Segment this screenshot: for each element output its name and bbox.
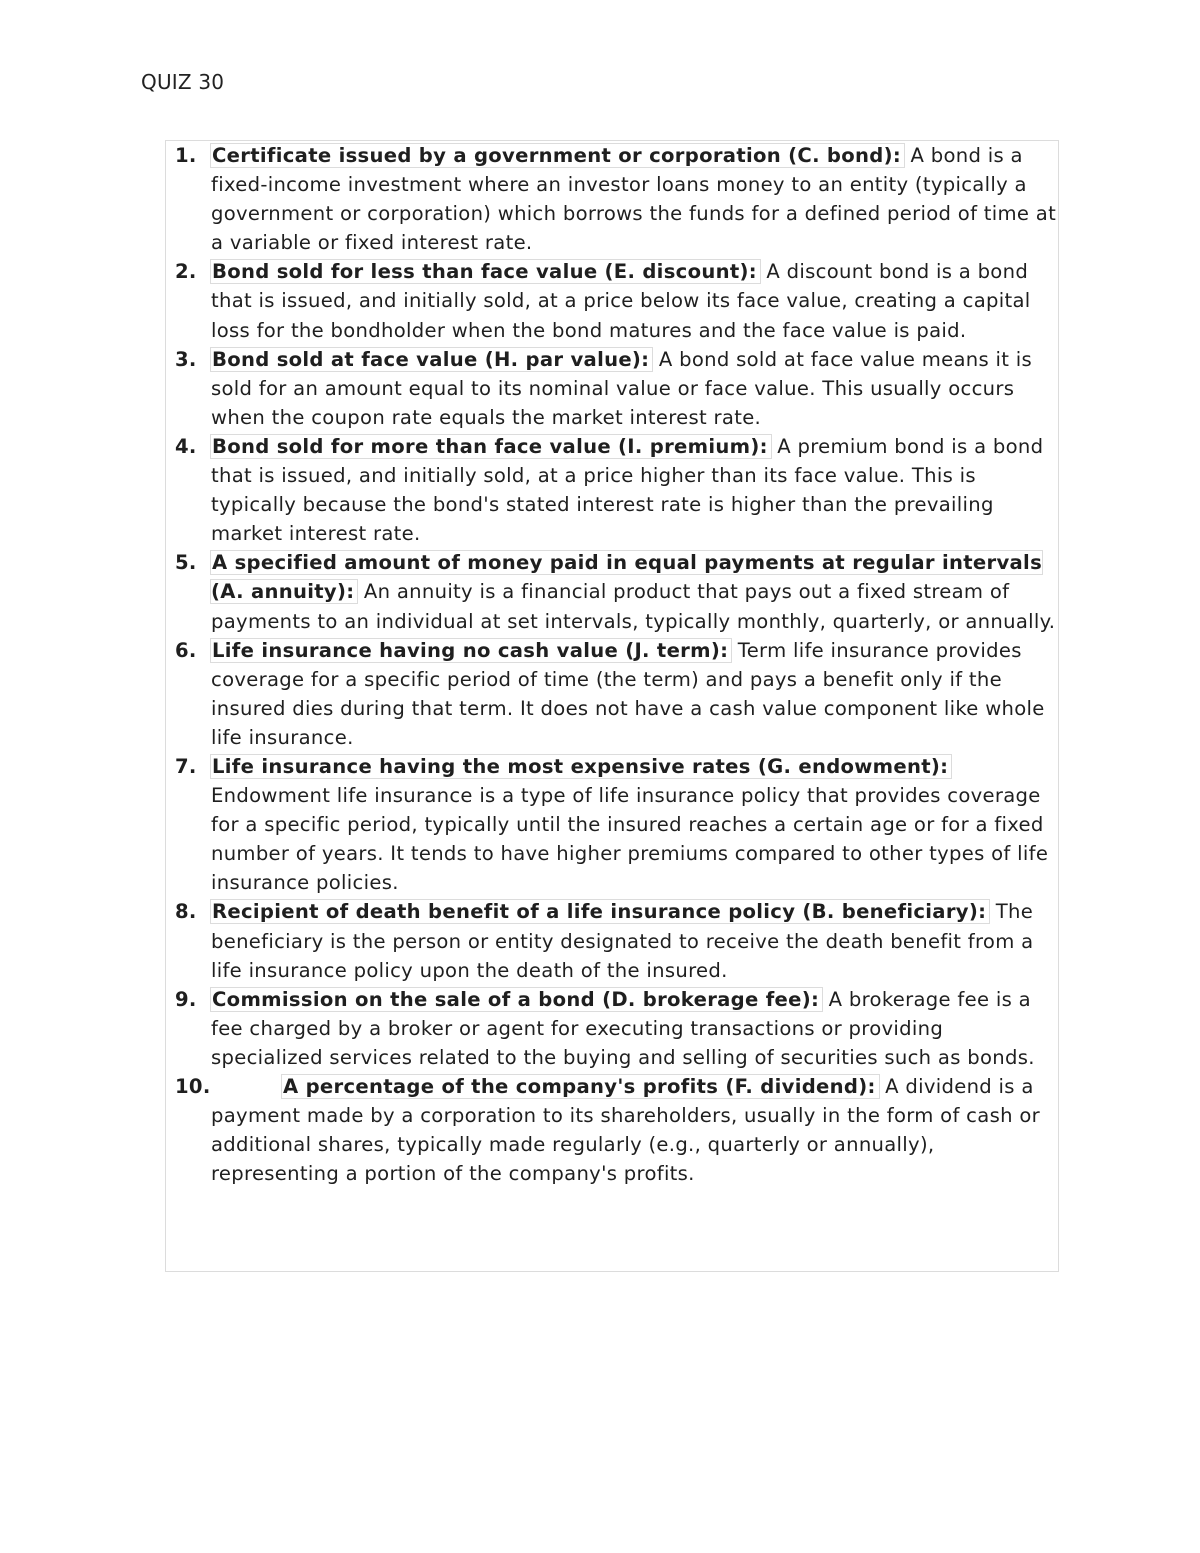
item-number: 7. [175,754,197,778]
item-term: Commission on the sale of a bond (D. brokerage fee): [211,988,822,1011]
item-number: 2. [175,260,197,284]
item-definition: A dividend is a payment made by a corporation to its shareholders, usually in the form of cash or additional shares, typically made regularly (e.g., quarterly or annually), representing a portion of the company's profits. [211,1075,1040,1186]
item-number: 5. [175,551,197,575]
quiz-item-1 [175,141,1059,257]
quiz-item-10 [175,1072,1059,1188]
item-term: A specified amount of money paid in equal payments at regular intervals (A. annuity): [211,551,1043,604]
quiz-item-8 [175,897,1059,984]
item-definition: Endowment life insurance is a type of life insurance policy that provides coverage for a specific period, typically until the insured reaches a certain age or for a fixed number of years. It tends to have higher premiums compared to other types of life insurance policies. [211,784,1049,895]
item-number: 4. [175,434,197,458]
item-definition: A bond sold at face value means it is sold for an amount equal to its nominal value or face value. This usually occurs when the coupon rate equals the market interest rate. [211,347,1033,429]
quiz-item-7 [175,752,1059,897]
document-title: QUIZ 30 [141,70,225,94]
item-term: Certificate issued by a government or corporation (C. bond): [211,144,904,167]
item-term: Recipient of death benefit of a life insurance policy (B. beneficiary): [211,900,989,923]
quiz-answer-list [175,141,1059,1188]
item-definition: A premium bond is a bond that is issued, and initially sold, at a price higher than its face value. This is typically because the bond's stated interest rate is higher than the prevailing market interest rate. [211,434,1044,546]
item-number: 9. [175,987,197,1011]
item-definition: The beneficiary is the person or entity designated to receive the death benefit from a life insurance policy upon the death of the insured. [211,900,1034,982]
item-number: 6. [175,638,197,662]
item-number: 10. [175,1075,211,1098]
item-definition: A bond is a fixed-income investment where an investor loans money to an entity (typically a government or corporation) which borrows the funds for a defined period of time at a variable or fixed interest rate. [211,144,1057,255]
item-number: 8. [175,900,197,924]
item-definition: Term life insurance provides coverage for a specific period of time (the term) and pays a benefit only if the insured dies during that term. It does not have a cash value component like whole life insurance. [211,638,1045,749]
quiz-item-6 [175,636,1059,752]
item-term: Bond sold for more than face value (I. premium): [211,435,771,458]
quiz-item-2 [175,257,1059,344]
item-definition: A discount bond is a bond that is issued, and initially sold, at a price below its face value, creating a capital loss for the bondholder when the bond matures and the face value is paid. [211,260,1031,342]
quiz-item-5 [175,548,1059,635]
item-term: A percentage of the company's profits (F. dividend): [282,1075,879,1098]
quiz-item-3 [175,345,1059,432]
item-number: 1. [175,144,197,167]
item-term: Bond sold at face value (H. par value): [211,348,652,371]
item-term: Life insurance having the most expensive rates (G. endowment): [211,755,951,778]
item-definition: An annuity is a financial product that pays out a fixed stream of payments to an individual at set intervals, typically monthly, quarterly, or annually. [211,580,1056,633]
quiz-item-4 [175,432,1059,548]
quiz-item-9 [175,985,1059,1072]
item-number: 3. [175,347,197,371]
item-definition: A brokerage fee is a fee charged by a broker or agent for executing transactions or providing specialized services related to the buying and selling of securities such as bonds. [211,987,1035,1069]
item-term: Bond sold for less than face value (E. discount): [211,260,760,283]
item-term: Life insurance having no cash value (J. term): [211,639,731,662]
